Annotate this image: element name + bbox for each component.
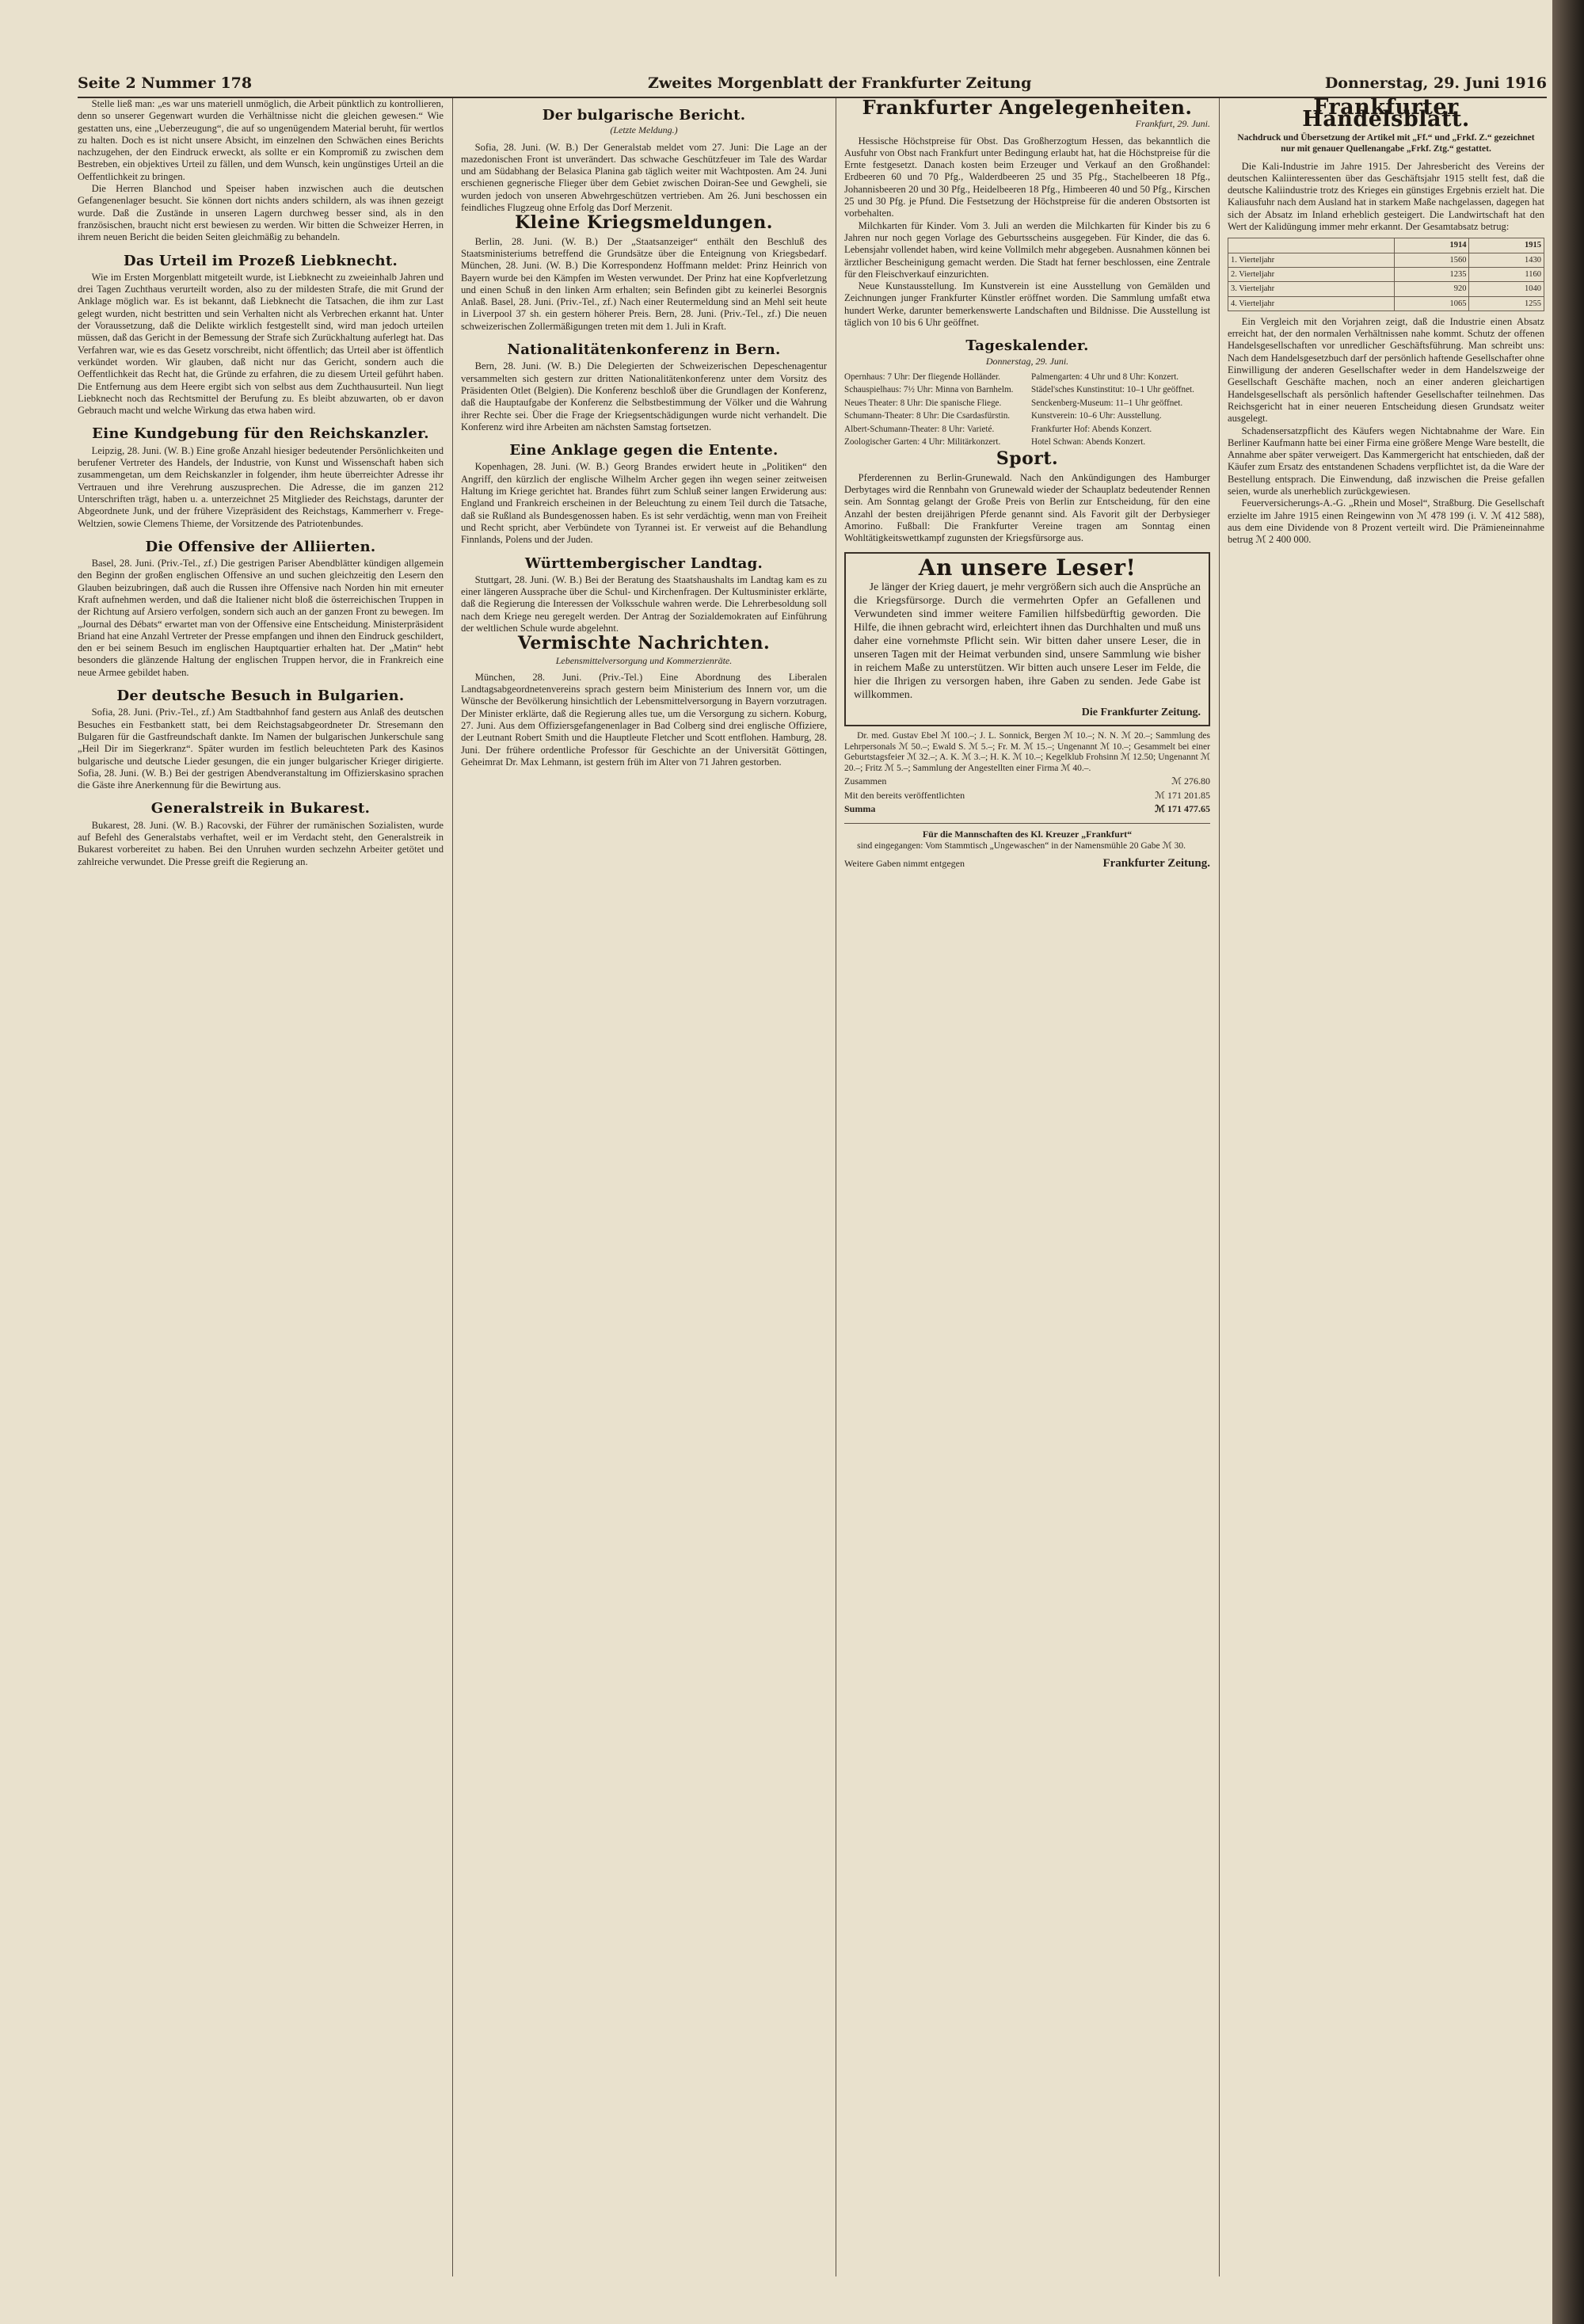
sales-table [1228,238,1544,311]
table-cell: 1560 [1394,253,1469,267]
table-cell: 1255 [1469,296,1544,311]
calendar-entry: Senckenberg-Museum: 11–1 Uhr geöffnet. [1031,398,1183,408]
article-text: Stuttgart, 28. Juni. (W. B.) Bei der Beratung des Staatshaushalts im Landtag kam es zu einer längeren Aussprache über die Schul- und Kirchenfragen. Der Kultusminister erklärte, daß die Regierung die Interessen der Volksschule wahren werde. Die Lehrerbesoldung soll nach dem Kriege neu geregelt werden. Der Antrag der Sozialdemokraten auf Einführung der weltlichen Schule wurde abgelehnt. [461,573,827,634]
column-3 [844,98,1210,2276]
article-text: Bern, 28. Juni. (W. B.) Die Delegierten der Schweizerischen Depeschenagentur versammelten sich gestern zur dritten Nationalitätenkonferenz unter dem Vorsitz des Präsidenten Otlet (Belgien). Die Konferenz beschloß über die Grundlagen der Konferenz, daß die Hauptaufgabe der Konferenz die Selbstbestimmung der Völker und die Wahrung ihrer Rechte sei. Über die Frage der Kriegsentschädigungen wurde nicht verhandelt. Die Konferenz wird ihre Arbeiten am nächsten Samstag fortsetzen. [461,360,827,432]
table-row [1228,253,1544,267]
table-cell: 920 [1394,282,1469,296]
donation-total [844,803,1210,815]
calendar-entry: Kunstverein: 10–6 Uhr: Ausstellung. [1031,411,1162,421]
table-cell: 3. Vierteljahr [1228,282,1395,296]
page-header [78,70,1547,98]
donation-previous [844,790,1210,802]
previous-value: ℳ 171 201.85 [1155,789,1210,801]
section-title: Frankfurter Angelegenheiten. [862,98,1193,119]
article-text: Basel, 28. Juni. (Priv.-Tel., zf.) Die gestrigen Pariser Abendblätter kündigen allgemein den Beginn der großen englischen Offensive an und suchen gleichzeitig den Lesern den Glauben beizubringen, daß auch die Russen ihre Offensive nach Norden hin mit erneuter Kraft aufnehmen werden, und daß die Italiener nicht bloß die österreichischen Truppen in der Richtung auf Arsiero verfolgen, sondern sich auch an der ganzen Front zu bewegen. Im „Journal des Débats“ erwartet man von der Offensive eine Entscheidung. Ministerpräsident Briand hat eine Anzahl Vertreter der Presse empfangen und ihnen den Eindruck geschildert, den er bei seinem Besuch im englischen Hauptquartier erhalten hat. Der „Matin“ hebt besonders die glänzende Haltung der englischen Truppen hervor, die in Frankreich eine neue Armee gebildet haben. [78,558,444,678]
reader-appeal-box [844,552,1210,726]
headline: Nationalitätenkonferenz in Bern. [507,341,781,359]
table-cell: 2. Vierteljahr [1228,267,1395,281]
article-text: Pferderennen zu Berlin-Grunewald. Nach den Ankündigungen des Hamburger Derbytages wird die Rennbahn von Grunewald wieder der Schauplatz bedeutender Rennen sein. Am Sonntag gelangt der Große Preis von Berlin zur Entscheidung, für den eine Anzahl der besten dreijährigen Pferde genannt sind. Als Favorit gilt der Derbysieger Amorino. Fußball: Die Frankfurter Vereine tragen am Sonntag einen Wohltätigkeitswettkampf zugunsten der Kriegsfürsorge aus. [844,471,1210,544]
table-row [1228,296,1544,311]
footer-line [844,858,1210,870]
column-2 [461,98,827,2276]
column-rule [452,98,453,2276]
footer-text: Weitere Gaben nimmt entgegen [844,858,965,870]
footer-signature: Frankfurter Zeitung. [1102,857,1210,871]
book-binding [1552,0,1584,2324]
header-date: Donnerstag, 29. Juni 1916 [1324,74,1547,92]
article-text: München, 28. Juni. (Priv.-Tel.) Eine Abordnung des Liberalen Landtagsabgeordnetenvereins sprach gestern beim Ministerium des Innern vor, um die Wünsche der Bevölkerung hinsichtlich der Lebensmittelversorgung in Bayern vorzutragen. Der Minister erklärte, daß die Regierung alles tue, um die Versorgung zu sichern. Koburg, 27. Juni. Aus dem Offiziersgefangenenlager in Bad Colberg sind drei englische Offiziere, der Leutnant Robert Smith und die Hauptleute Fletcher und Scott entflohen. Hamburg, 28. Juni. Der frühere ordentliche Professor für Geschichte an der Universität Göttingen, Geheimrat Dr. Max Lehmann, ist gestern früh im Alter von 71 Jahren gestorben. [461,671,827,768]
calendar-entry: Palmengarten: 4 Uhr und 8 Uhr: Konzert. [1031,371,1179,382]
total-value: ℳ 171 477.65 [1155,803,1210,815]
table-header-cell [1228,238,1395,253]
calendar-entry: Städel'sches Kunstinstitut: 10–1 Uhr geöffnet. [1031,385,1194,395]
headline: Das Urteil im Prozeß Liebknecht. [123,252,398,269]
headline: Generalstreik in Bukarest. [150,800,371,817]
calendar-entry: Hotel Schwan: Abends Konzert. [1031,436,1146,447]
dateline: Frankfurt, 29. Juni. [1135,118,1210,130]
divider [844,823,1210,824]
copyright-note: Nachdruck und Übersetzung der Artikel mit „Ff.“ und „Frkf. Z.“ gezeichnet nur mit genauer Quellenangabe „Frkf. Ztg.“ gestattet. [1237,132,1535,154]
headline: Die Offensive der Alliierten. [145,538,376,555]
appeal-text: Je länger der Krieg dauert, je mehr vergrößern sich auch die Ansprüche an die Kriegsfürsorge. Durch die vermehrten Opfer an Gefallenen und Verwundeten sind immer weitere Familien hilfsbedürftig geworden. Die Hilfe, die ihnen gebracht wird, erleichtert ihnen das Durchhalten und muß uns daher eine vornehmste Pflicht sein. Wir bitten daher unsere Leser, die in unseren Tagen mit der Heimat verbunden sind, unsere Sammlung wie bisher in reichem Maße zu unterstützen. Wir bitten auch unsere Leser im Felde, die hier die Ihrigen zu versorgen haben, ihre Gaben zu senden. Jede Gabe ist willkommen. [854,581,1201,701]
article-text: Wie im Ersten Morgenblatt mitgeteilt wurde, ist Liebknecht zu zweieinhalb Jahren und drei Tagen Zuchthaus verurteilt worden, also zu der mildesten Strafe, die mit Grund der Anklage möglich war. Es ist bekannt, daß Liebknecht die Tatsachen, die ihm zur Last gelegt wurden, nicht bestritten und sein Verhalten nicht als Verbrechen erkannt hat. Unter der Voraussetzung, daß die Delikte wirklich festgestellt sind, wird man jedoch urteilen müssen, daß das Gericht in der Bemessung der Strafe sich Zurückhaltung auferlegt hat. Das Verfahren war, wie es das Gesetz vorschreibt, nicht öffentlich; das Urteil aber ist öffentlich verkündet worden. Wir glauben, daß nicht nur das Gericht, sondern auch die Oeffentlichkeit das Recht hat, die Gründe zu erfahren, die zu diesem Urteil geführt haben. Die Entfernung aus dem Heere ergibt sich von selbst aus dem Zuchthausurteil. Nun liegt Liebknecht noch das Rechtsmittel der Berufung zu. Es bleibt abzuwarten, ob er davon Gebrauch macht und welche Wirkung das etwa haben wird. [78,271,444,417]
table-body [1228,253,1544,311]
table-cell: 4. Vierteljahr [1228,296,1395,311]
table-cell: 1430 [1469,253,1544,267]
headline: Württembergischer Landtag. [524,554,763,572]
calendar-date: Donnerstag, 29. Juni. [985,355,1069,367]
headline: Der deutsche Besuch in Bulgarien. [116,688,405,705]
article-text: Die Herren Blanchod und Speiser haben inzwischen auch die deutschen Gefangenenlager besucht. Sie können dort nichts anders schildern, als was ihnen gezeigt wurde. Daß die Zustände in unseren Lagern durchweg besser sind, als in den französischen, braucht nicht erst bewiesen zu werden. Wir bitten die Schweizer Herren, in ihrem neuen Bericht die beiden Seiten gleichmäßig zu behandeln. [78,183,444,243]
previous-label: Mit den bereits veröffentlichten [844,789,965,801]
article-text: Sofia, 28. Juni. (W. B.) Der Generalstab meldet vom 27. Juni: Die Lage an der mazedonischen Front ist unverändert. Das schwache Geschützfeuer im Tale des Wardar und am Südabhang der Belasica Planina gab täglich weiter mit Wachtposten. Am 24. Juni erschienen gegnerische Flieger über dem Gebiet zwischen Doiran-See und Gewgheli, sie wurden jedoch von unseren Abwehrgeschützen vertrieben. Am 26. Juni beschossen ein feindliches Flugzeug ohne Erfolg das Dorf Merzenit. [461,141,827,214]
table-cell: 1065 [1394,296,1469,311]
article-text: Neue Kunstausstellung. Im Kunstverein ist eine Ausstellung von Gemälden und Zeichnungen junger Frankfurter Künstler eröffnet worden. Die Sammlung umfaßt etwa hundert Werke, darunter bemerkenswerte Landschaften und Bildnisse. Die Ausstellung ist täglich von 10 bis 6 Uhr geöffnet. [844,280,1210,329]
header-masthead: Zweites Morgenblatt der Frankfurter Zeitung [648,74,1032,92]
calendar-entry: Schumann-Theater: 8 Uhr: Die Csardasfürstin. [844,411,1011,421]
section-title: Frankfurter Handelsblatt. [1302,98,1470,132]
article-text: Berlin, 28. Juni. (W. B.) Der „Staatsanzeiger“ enthält den Beschluß des Staatsministeriums betreffend die Grundsätze über die Enteignung von Kriegsbedarf. München, 28. Juni. (W. B.) Die Korrespondenz Hoffmann meldet: Prinz Heinrich von Bayern wurde bei den Kämpfen im Westen verwundet. Der Prinz hat eine Kopfverletzung und einen Schuß in den linken Arm erhalten; sein Befinden gibt zu keinerlei Besorgnis Anlaß. Basel, 28. Juni. (Priv.-Tel., zf.) Nach einer Reutermeldung sind an Mehl seit heute in Liverpool 37 sh. ein gestern höherer Preis. Bern, 28. Juni. (Priv.-Tel., zf.) Die neuen schweizerischen Zollermäßigungen treten mit dem 1. Juli in Kraft. [461,235,827,332]
appeal-signature: Die Frankfurter Zeitung. [1081,706,1201,718]
calendar-entry: Neues Theater: 8 Uhr: Die spanische Fliege. [844,398,1002,408]
calendar-entry: Albert-Schumann-Theater: 8 Uhr: Varieté. [844,424,995,434]
table-header-row [1228,238,1544,253]
subheadline: Lebensmittelversorgung und Kommerzienräte. [555,654,733,666]
table-header-cell: 1915 [1469,238,1544,253]
header-page-number: Seite 2 Nummer 178 [78,74,253,92]
table-cell: 1235 [1394,267,1469,281]
column-4 [1228,98,1544,2276]
table-cell: 1040 [1469,282,1544,296]
headline: Vermischte Nachrichten. [517,633,771,654]
calendar-entry: Frankfurter Hof: Abends Konzert. [1031,424,1152,434]
article-text: Stelle ließ man: „es war uns materiell unmöglich, die Arbeit pünktlich zu kontrollieren, denn so unserer Gegenwart wurden die Verhältnisse nicht die gleichen gewesen.“ Wie gestatten uns, eine „Ueberzeugung“, die auf so ungenügendem Material beruht, für wertlos zu halten. Doch es ist nicht unsere Absicht, im einzelnen den Schwächen eines Berichts nachzugehen, der den Eindruck erweckt, als sollte er ein Kompromiß zu zwischen dem Bestreben, ein objektives Urteil zu fällen, und dem Wunsch, kein ungünstiges Urteil an die Oeffentlichkeit zu bringen. [78,98,444,182]
cruiser-fund-text: sind eingegangen: Vom Stammtisch „Ungewaschen“ in der Namensmühle 20 Gabe ℳ 30. [857,840,1186,851]
subtotal-label: Zusammen [844,775,887,787]
headline: Sport. [996,448,1059,470]
headline: Eine Kundgebung für den Reichskanzler. [92,425,429,443]
calendar-entry: Schauspielhaus: 7½ Uhr: Minna von Barnhelm. [844,385,1014,395]
donor-list: Dr. med. Gustav Ebel ℳ 100.–; J. L. Sonnick, Bergen ℳ 10.–; N. N. ℳ 20.–; Sammlung des Lehrpersonals ℳ 50.–; Ewald S. ℳ 5.–; Fr. M. ℳ 15.–; Ungenannt ℳ 10.–; Gesammelt bei einer Geburtstagsfeier ℳ 32.–; A. K. ℳ 3.–; H. K. ℳ 10.–; Kegelklub Frohsinn ℳ 12.50; Ungenannt ℳ 20.–; Fritz ℳ 5.–; Sammlung der Angestellten einer Firma ℳ 40.–. [844,731,1210,773]
article-text: Milchkarten für Kinder. Vom 3. Juli an werden die Milchkarten für Kinder bis zu 6 Jahren nur noch gegen Vorlage des Geburtsscheins ausgegeben. Für Kinder, die das 6. Lebensjahr vollendet haben, wird keine Vollmilch mehr abgegeben. Ausnahmen können bei ärztlicher Bescheinigung gemacht werden. Die Stadt hat ferner beschlossen, eine Zentrale für den Fleischverkauf einzurichten. [844,219,1210,280]
article-text: Ein Vergleich mit den Vorjahren zeigt, daß die Industrie einen Absatz erreicht hat, der den normalen Verhältnissen nahe kommt. Schutz der offenen Handelsgesellschaften vor unredlicher Geschäftsführung. Man schreibt uns: Nach dem Handelsgesetzbuch darf der persönlich haftende Gesellschafter ohne Einwilligung der anderen Gesellschafter weder in dem Handelszweige der Gesellschaft Geschäfte machen, noch an einer anderen gleichartigen Handelsgesellschaft als persönlich haftender Gesellschafter teilnehmen. Das Reichsgericht hat in einer neueren Entscheidung diesen Grundsatz weiter ausgelegt. [1228,315,1544,425]
cruiser-fund-title: Für die Mannschaften des Kl. Kreuzer „Frankfurt“ [922,829,1133,840]
article-text: Schadensersatzpflicht des Käufers wegen Nichtabnahme der Ware. Ein Berliner Kaufmann hatte bei einer Firma eine größere Menge Ware bestellt, die Annahme aber später verweigert. Das Kammergericht hat entschieden, daß der Käufer zum Ersatz des entstandenen Schadens verpflichtet ist, da die Ware der Bestellung entsprach. Die Einwendung, daß inzwischen die Preise gefallen seien, wurde als unerheblich zurückgewiesen. [1228,425,1544,497]
article-text: Sofia, 28. Juni. (Priv.-Tel., zf.) Am Stadtbahnhof fand gestern aus Anlaß des deutschen Besuches ein Festbankett statt, bei dem Reichstagsabgeordneter Dr. Stresemann den Bulgaren für die Gastfreundschaft dankte. Im Namen der bulgarischen Junkerschule sang „Heil Dir im Siegerkranz“. Später wurden im festlich beleuchteten Park des Kasinos bulgarische und deutsche Lieder gesungen, die ein junger bulgarischer Krieger dirigierte. Sofia, 28. Juni. (W. B.) Bei der gestrigen Abendveranstaltung im Offizierskasino sprachen die Gäste ihre Anerkennung für die Bewirtung aus. [78,707,444,791]
article-text: Hessische Höchstpreise für Obst. Das Großherzogtum Hessen, das bekanntlich die Ausfuhr von Obst nach Frankfurt unter Bedingung erlaubt hat, hat die Höchstpreise für die Ernte festgesetzt. Danach kosten beim Erzeuger und Verkauf an den Großhandel: Erdbeeren 60 und 70 Pfg., Walderdbeeren 25 und 35 Pfg., Stachelbeeren 18 Pfg., Johannisbeeren 20 und 30 Pfg., Heidelbeeren 18 Pfg., Himbeeren 40 und 50 Pfg., Kirschen 25 und 30 Pfg. je Pfund. Die Festsetzung der Höchstpreise für die anderen Obstsorten ist vorbehalten. [844,135,1210,219]
table-cell: 1160 [1469,267,1544,281]
headline: Tageskalender. [965,337,1089,355]
article-text: Leipzig, 28. Juni. (W. B.) Eine große Anzahl hiesiger bedeutender Persönlichkeiten und berufener Vertreter des Handels, der Industrie, von Kunst und Wissenschaft haben sich zusammengetan, um dem Reichskanzler in folgender, ihm heute überreichter Adresse ihr Vertrauen und ihre Verehrung auszusprechen. Die Adresse, die im ganzen 212 Unterschriften trägt, haben u. a. unterzeichnet 25 Mitglieder des Reichstags, darunter der Abgeordnete Junk, und der frühere Vizepräsident des Reichstags, Kammerherr v. Frege-Weltzien, sowie Clemens Thieme, der Vorsitzende des Patriotenbundes. [78,444,444,529]
donation-subtotal [844,775,1210,787]
table-row [1228,267,1544,281]
headline: Kleine Kriegsmeldungen. [515,212,773,234]
headline: Der bulgarische Bericht. [542,107,746,124]
calendar-entry: Opernhaus: 7 Uhr: Der fliegende Holländer. [844,371,1000,382]
calendar-entry: Zoologischer Garten: 4 Uhr: Militärkonzert. [844,436,1001,447]
subheadline: (Letzte Meldung.) [610,124,678,136]
table-header-cell: 1914 [1394,238,1469,253]
headline: Eine Anklage gegen die Entente. [509,442,779,459]
subtotal-value: ℳ 276.80 [1171,775,1210,787]
column-rule [1219,98,1220,2276]
article-text: Feuerversicherungs-A.-G. „Rhein und Mosel“, Straßburg. Die Gesellschaft erzielte im Jahre 1915 einen Reingewinn von ℳ 478 199 (i. V. ℳ 412 588), aus dem eine Dividende von 8 Prozent verteilt wird. Die Prämieneinnahme betrug ℳ 2 400 000. [1228,497,1544,546]
column-1 [78,98,444,2276]
article-text: Bukarest, 28. Juni. (W. B.) Racovski, der Führer der rumänischen Sozialisten, wurde auf Befehl des Generalstabs verhaftet, weil er im Verdacht steht, den Generalstreik in Bukarest vorbereitet zu haben. Bei den Unruhen wurden sechzehn Arbeiter getötet und zahlreiche verwundet. Die Presse greift die Regierung an. [78,819,444,867]
appeal-title: An unsere Leser! [918,554,1137,581]
table-cell: 1. Vierteljahr [1228,253,1395,267]
table-row [1228,282,1544,296]
total-label: Summa [844,803,876,815]
article-text: Die Kali-Industrie im Jahre 1915. Der Jahresbericht des Vereins der deutschen Kaliinteressenten über das Geschäftsjahr 1915 stellt fest, daß die deutsche Kaliindustrie trotz des Krieges ein günstiges Ergebnis erzielt hat. Die Kaliausfuhr nach dem Ausland hat in starkem Maße nachgelassen, dagegen hat sich der Absatz im Inland erheblich gesteigert. Die Landwirtschaft hat den Wert der Kalidüngung immer mehr erkannt. Der Gesamtabsatz betrug: [1228,160,1544,233]
article-text: Kopenhagen, 28. Juni. (W. B.) Georg Brandes erwidert heute in „Politiken“ den Angriff, den kürzlich der englische Wilhelm Archer gegen ihn wegen seiner zeitweisen Haltung im Kriege gerichtet hat. Brandes führt zum Schluß seiner langen Erwiderung aus: England und Frankreich erscheinen in der Beleuchtung zu einem Teil durch die Tatsache, daß sie Rußland als Bundesgenossen haben. Es ist sehr verdächtig, wenn man von Freiheit und Recht spricht, aber Verbündete von Tyrannei ist. Er verweist auf die Behandlung Finnlands, Polens und der Juden. [461,461,827,546]
events-calendar [844,372,1210,450]
